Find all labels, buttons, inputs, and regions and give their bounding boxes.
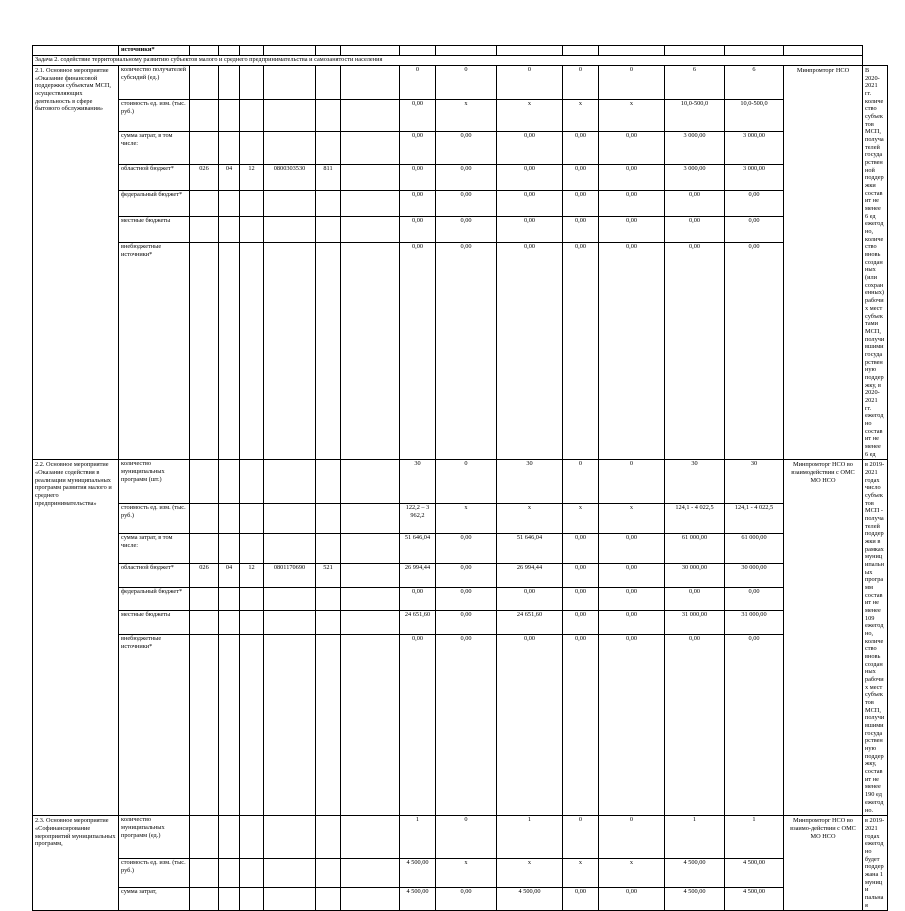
value-cell: 0,00 [400,132,436,165]
code-csr-cell [264,216,316,242]
value-cell: 0,00 [497,132,563,165]
code-csr-cell [264,534,316,564]
value-cell: 0,00 [436,191,497,217]
value-cell: 3 000,00 [665,132,725,165]
code-vr-cell [316,888,341,911]
value-cell: x [563,99,599,132]
value-cell: x [497,99,563,132]
spacer-cell [341,216,400,242]
code-rz-cell [219,816,240,859]
value-cell: 0,00 [599,534,665,564]
code-csr-cell [264,858,316,887]
value-cell: 31 000,00 [665,611,725,635]
indicator-label-cell: внебюджетные источники* [119,242,190,459]
value-cell: 0,00 [436,216,497,242]
value-cell: 30 000,00 [665,563,725,587]
code-vr-cell [316,611,341,635]
indicator-label-cell: сумма затрат, [119,888,190,911]
value-cell: 30 [725,460,784,504]
value-cell: 10,0-500,0 [725,99,784,132]
spacer-cell [341,66,400,100]
spacer-cell [341,611,400,635]
value-cell: 0,00 [436,165,497,191]
code-rz-cell [219,611,240,635]
value-cell: 0,00 [497,216,563,242]
value-cell: 10,0-500,0 [665,99,725,132]
value-cell: 24 651,60 [400,611,436,635]
indicator-label-cell: областной бюджет* [119,165,190,191]
value-cell: 61 000,00 [725,534,784,564]
code-pr-cell: 12 [240,563,264,587]
spacer-cell [341,563,400,587]
value-cell: 6 [665,66,725,100]
code-pr-cell [240,99,264,132]
expected-result-cell: в 2019-2021 годах ежегодно будет поддержана 1 муници пальная [863,816,888,911]
table-row [33,888,888,911]
value-cell: 0,00 [665,635,725,816]
code-pr-cell [240,191,264,217]
code-rz-cell [219,66,240,100]
value-cell: 1 [497,816,563,859]
table-row [33,858,888,887]
value-cell: 0 [563,816,599,859]
table-row [33,563,888,587]
value-cell: 0,00 [563,132,599,165]
value-cell: x [497,858,563,887]
value-cell: x [497,504,563,534]
value-cell: 6 [725,66,784,100]
value-cell: 0,00 [665,216,725,242]
spacer-cell [341,242,400,459]
code-pr-cell [240,504,264,534]
code-vr-cell [316,242,341,459]
code-pr-cell [240,611,264,635]
event-name-cell: 2.1. Основное мероприятие «Оказание финансовой поддержки субъектам МСП, осуществляющих деятельность в сфере бытового обслуживания» [33,66,119,460]
value-cell: 0,00 [563,165,599,191]
code-grbs-cell [190,816,219,859]
value-cell: 30 [665,460,725,504]
value-cell: 0,00 [665,191,725,217]
value-cell: 0 [436,816,497,859]
code-pr-cell [240,888,264,911]
code-pr-cell [240,635,264,816]
spacer-cell [341,132,400,165]
code-pr-cell [240,587,264,611]
code-grbs-cell [190,216,219,242]
code-grbs-cell [190,242,219,459]
indicator-label-cell: сумма затрат, в том числе: [119,132,190,165]
table-row [33,635,888,816]
code-csr-cell [264,460,316,504]
value-cell: 1 [725,816,784,859]
value-cell: 4 500,00 [400,858,436,887]
code-csr-cell [264,99,316,132]
code-vr-cell [316,587,341,611]
value-cell: x [436,504,497,534]
value-cell: 0 [436,460,497,504]
value-cell: 0,00 [400,191,436,217]
value-cell: 4 500,00 [725,888,784,911]
code-rz-cell [219,132,240,165]
value-cell: 0,00 [599,888,665,911]
indicator-label-cell: стоимость ед. изм. (тыс. руб.) [119,504,190,534]
code-rz-cell [219,858,240,887]
value-cell: 61 000,00 [665,534,725,564]
value-cell: 0,00 [599,242,665,459]
code-vr-cell [316,191,341,217]
value-cell: x [563,504,599,534]
value-cell: 4 500,00 [725,858,784,887]
value-cell: 0,00 [436,563,497,587]
value-cell: 0,00 [725,216,784,242]
code-vr-cell: 521 [316,563,341,587]
value-cell: x [436,99,497,132]
code-pr-cell [240,534,264,564]
code-rz-cell [219,888,240,911]
code-grbs-cell [190,888,219,911]
code-vr-cell [316,635,341,816]
value-cell: 3 000,00 [665,165,725,191]
value-cell: 0 [563,460,599,504]
table-row [33,165,888,191]
executor-cell: Минпромторг НСО во взаимо-действии с ОМС МО НСО [784,816,863,911]
value-cell: 0,00 [563,888,599,911]
code-csr-cell [264,611,316,635]
value-cell: 4 500,00 [497,888,563,911]
table-row [33,191,888,217]
value-cell: 4 500,00 [665,888,725,911]
indicator-label-cell: количество муниципальных программ (ед.) [119,816,190,859]
indicator-label-cell: внебюджетные источники* [119,635,190,816]
code-vr-cell [316,132,341,165]
value-cell: 0,00 [725,635,784,816]
spacer-cell [341,635,400,816]
value-cell: 0,00 [599,216,665,242]
code-pr-cell [240,132,264,165]
code-grbs-cell [190,611,219,635]
indicator-label-cell: федеральный бюджет* [119,587,190,611]
indicator-label-cell: стоимость ед. изм. (тыс. руб.) [119,858,190,887]
table-row [33,504,888,534]
code-csr-cell [264,132,316,165]
expected-result-cell: В 2020-2021 гг. количество субъектов МСП, получателей государствен ной поддержки составит не менее 6 ед ежегодно, количество вновь созданных (или сохраненных) рабочих мест субъектами МСП, получившими государствен ную поддержку, в 2020-2021 гг. ежегодно составит не менее 6 ед [863,66,888,460]
value-cell: 0,00 [400,165,436,191]
code-rz-cell [219,534,240,564]
code-vr-cell [316,99,341,132]
code-pr-cell [240,816,264,859]
code-csr-cell: 0801170690 [264,563,316,587]
value-cell: 0,00 [497,191,563,217]
header-row-label: источники* [119,46,190,56]
value-cell: x [599,99,665,132]
value-cell: 0,00 [599,611,665,635]
value-cell: 30 [497,460,563,504]
table-row [33,534,888,564]
value-cell: 0,00 [400,635,436,816]
value-cell: 0 [599,66,665,100]
value-cell: 0,00 [497,242,563,459]
value-cell: 0,00 [599,132,665,165]
value-cell: 0,00 [665,242,725,459]
value-cell: 4 500,00 [400,888,436,911]
task-row [33,56,888,66]
value-cell: 24 651,60 [497,611,563,635]
value-cell: 0,00 [725,191,784,217]
value-cell: 124,1 - 4 022,5 [725,504,784,534]
code-pr-cell [240,242,264,459]
code-csr-cell [264,587,316,611]
code-csr-cell [264,242,316,459]
indicator-label-cell: местные бюджеты [119,611,190,635]
value-cell: 0,00 [599,635,665,816]
code-vr-cell [316,504,341,534]
value-cell: 0,00 [400,242,436,459]
value-cell: 0,00 [563,563,599,587]
value-cell: 0,00 [436,611,497,635]
table-row [33,216,888,242]
value-cell: 0,00 [436,242,497,459]
value-cell: 0,00 [436,635,497,816]
value-cell: 0,00 [563,587,599,611]
value-cell: 0 [563,66,599,100]
spacer-cell [341,165,400,191]
indicator-label-cell: количество муниципальных программ (шт.) [119,460,190,504]
value-cell: 0,00 [436,132,497,165]
value-cell: 0,00 [665,587,725,611]
code-csr-cell [264,816,316,859]
value-cell: 0,00 [563,191,599,217]
task-title: Задача 2. содействие территориальному развитию субъектов малого и среднего предпринимательства и самозанятости населения [33,56,863,66]
value-cell: x [563,858,599,887]
table-row [33,611,888,635]
code-grbs-cell [190,534,219,564]
code-rz-cell [219,587,240,611]
indicator-label-cell: количество получателей субсидий (ед.) [119,66,190,100]
code-rz-cell [219,504,240,534]
code-csr-cell: 0800303530 [264,165,316,191]
value-cell: 0,00 [400,99,436,132]
spacer-cell [341,191,400,217]
spacer-cell [341,816,400,859]
value-cell: 0,00 [563,611,599,635]
code-pr-cell [240,460,264,504]
value-cell: 0 [400,66,436,100]
code-grbs-cell [190,460,219,504]
code-rz-cell [219,99,240,132]
executor-cell: Минпромторг НСО во взаимодействии с ОМС МО НСО [784,460,863,816]
spacer-cell [341,99,400,132]
value-cell: x [436,858,497,887]
value-cell: 0,00 [400,587,436,611]
value-cell: 3 000,00 [725,165,784,191]
value-cell: 0,00 [436,534,497,564]
spacer-cell [341,460,400,504]
spacer-cell [341,534,400,564]
value-cell: 0,00 [436,587,497,611]
indicator-label-cell: федеральный бюджет* [119,191,190,217]
table-row [33,816,888,859]
code-vr-cell [316,858,341,887]
value-cell: 0,00 [599,191,665,217]
code-rz-cell [219,460,240,504]
value-cell: 122,2 – 3 962,2 [400,504,436,534]
value-cell: 0,00 [599,165,665,191]
value-cell: 0,00 [563,216,599,242]
code-rz-cell [219,216,240,242]
code-vr-cell: 811 [316,165,341,191]
code-csr-cell [264,191,316,217]
value-cell: 0,00 [599,587,665,611]
value-cell: 4 500,00 [665,858,725,887]
value-cell: 0,00 [497,635,563,816]
code-pr-cell [240,66,264,100]
value-cell: 31 000,00 [725,611,784,635]
value-cell: 0,00 [563,242,599,459]
value-cell: 0,00 [497,587,563,611]
code-csr-cell [264,66,316,100]
spacer-cell [341,504,400,534]
code-grbs-cell: 026 [190,563,219,587]
value-cell: 51 646,04 [497,534,563,564]
value-cell: 0 [599,816,665,859]
code-grbs-cell [190,66,219,100]
value-cell: 0,00 [725,242,784,459]
code-rz-cell [219,635,240,816]
code-grbs-cell [190,99,219,132]
code-grbs-cell [190,504,219,534]
code-vr-cell [316,534,341,564]
value-cell: 0 [599,460,665,504]
value-cell: 1 [665,816,725,859]
table-row [33,66,888,100]
value-cell: 0,00 [563,534,599,564]
value-cell: 0,00 [599,563,665,587]
code-vr-cell [316,816,341,859]
code-grbs-cell [190,635,219,816]
value-cell: 0 [497,66,563,100]
code-grbs-cell [190,587,219,611]
value-cell: x [599,504,665,534]
code-rz-cell: 04 [219,563,240,587]
code-pr-cell [240,858,264,887]
code-csr-cell [264,635,316,816]
value-cell: 0,00 [400,216,436,242]
table-row [33,460,888,504]
indicator-label-cell: областной бюджет* [119,563,190,587]
code-vr-cell [316,66,341,100]
code-pr-cell [240,216,264,242]
value-cell: 30 [400,460,436,504]
executor-cell: Минпромторг НСО [784,66,863,460]
table-row [33,132,888,165]
program-table-page [32,45,888,911]
value-cell: 0,00 [436,888,497,911]
table-row [33,99,888,132]
spacer-cell [341,888,400,911]
value-cell: 0 [436,66,497,100]
table-row [33,242,888,459]
event-name-cell: 2.3. Основное мероприятие «Софинансирование мероприятий муниципальных программ, [33,816,119,911]
code-vr-cell [316,460,341,504]
code-csr-cell [264,504,316,534]
spacer-cell [341,587,400,611]
header-row [33,46,888,56]
value-cell: 124,1 - 4 022,5 [665,504,725,534]
code-rz-cell [219,242,240,459]
value-cell: x [599,858,665,887]
code-rz-cell [219,191,240,217]
value-cell: 51 646,04 [400,534,436,564]
value-cell: 0,00 [497,165,563,191]
code-grbs-cell [190,132,219,165]
expected-result-cell: в 2019-2021 годах число субъектов МСП - получателей поддержки в рамках муниципальных программ составит не менее 109 ежегодно, количество вновь созданных рабочих мест субъектов МСП, получившими государственную поддержку, составит не менее 190 ед ежегодно. [863,460,888,816]
indicator-label-cell: стоимость ед. изм. (тыс. руб.) [119,99,190,132]
spacer-cell [341,858,400,887]
value-cell: 0,00 [563,635,599,816]
code-grbs-cell [190,191,219,217]
code-csr-cell [264,888,316,911]
value-cell: 0,00 [725,587,784,611]
value-cell: 1 [400,816,436,859]
code-vr-cell [316,216,341,242]
code-grbs-cell: 026 [190,165,219,191]
value-cell: 30 000,00 [725,563,784,587]
measures-table [32,45,888,911]
value-cell: 3 000,00 [725,132,784,165]
table-row [33,587,888,611]
code-pr-cell: 12 [240,165,264,191]
value-cell: 26 994,44 [497,563,563,587]
event-name-cell: 2.2. Основное мероприятие «Оказание содействия в реализации муниципальных программ развития малого и среднего предпринимательства» [33,460,119,816]
indicator-label-cell: местные бюджеты [119,216,190,242]
indicator-label-cell: сумма затрат, в том числе: [119,534,190,564]
code-rz-cell: 04 [219,165,240,191]
value-cell: 26 994,44 [400,563,436,587]
code-grbs-cell [190,858,219,887]
